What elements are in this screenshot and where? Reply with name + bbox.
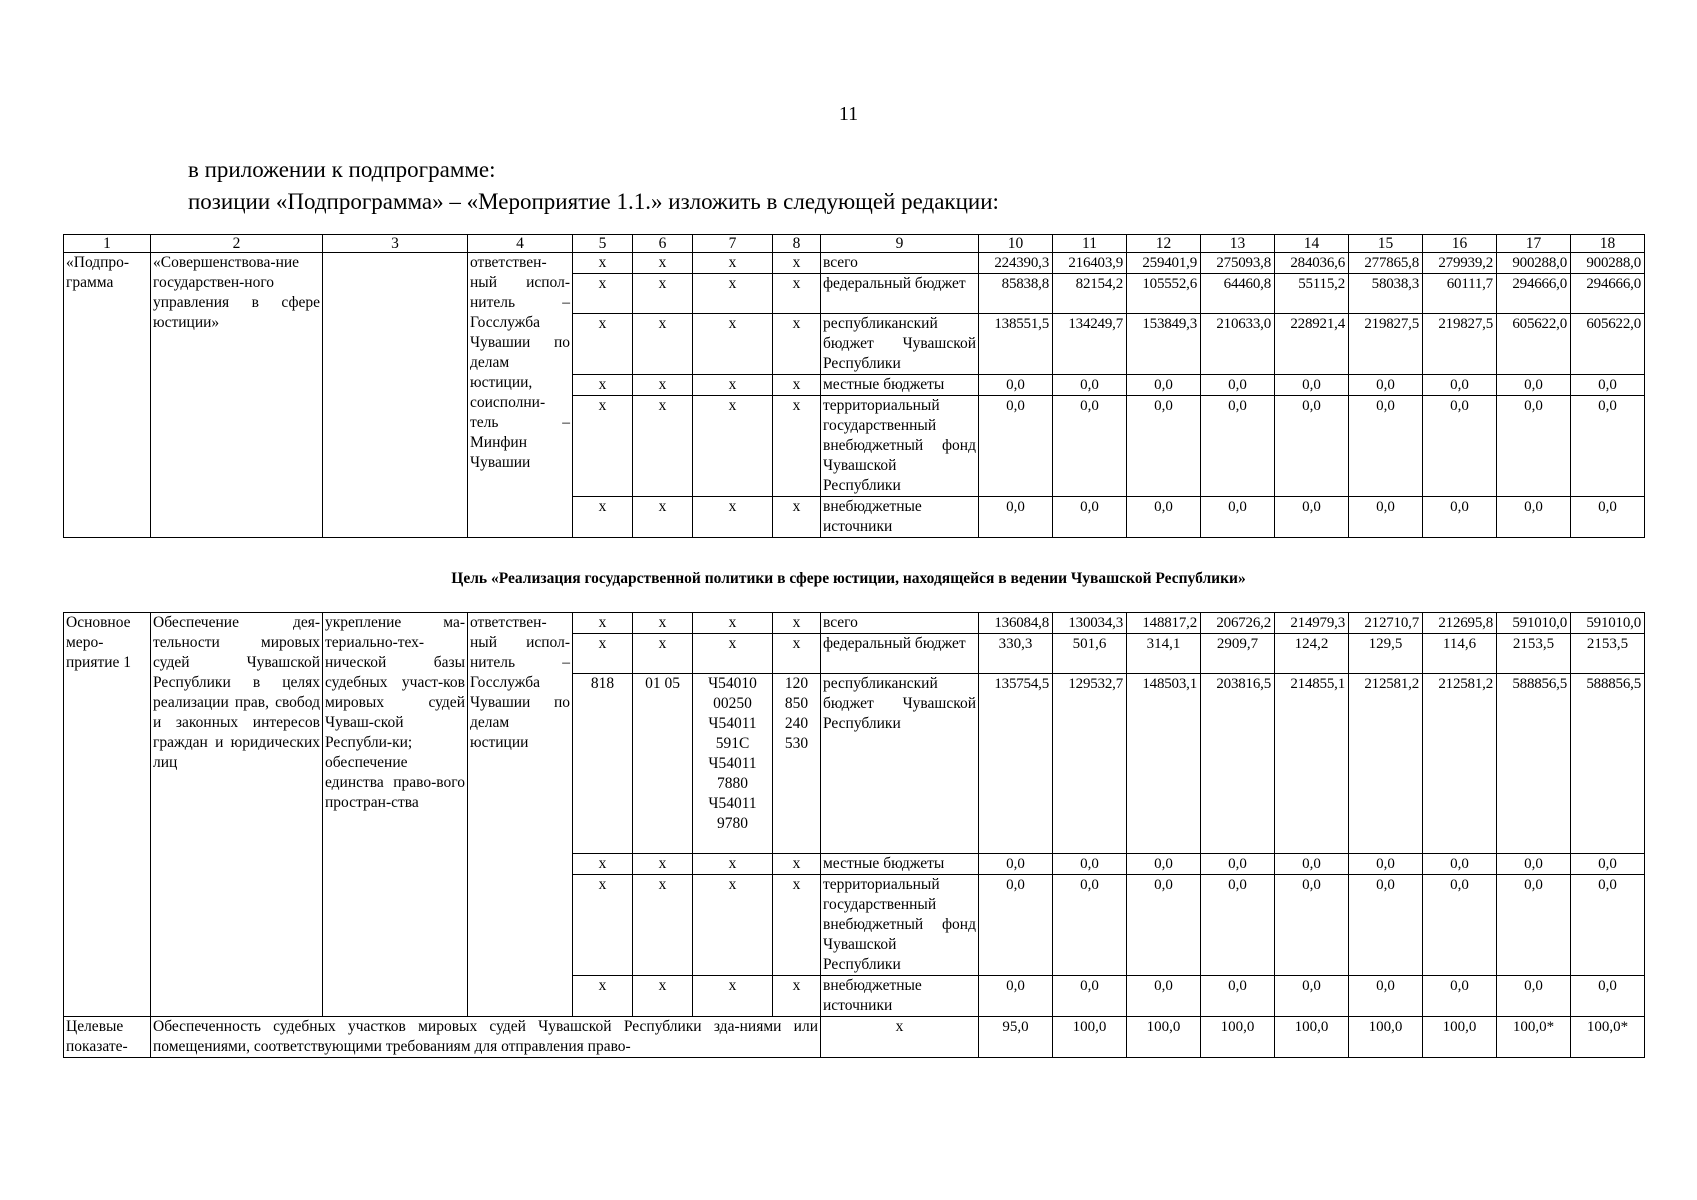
code-cell: х (773, 854, 821, 875)
code-cell: х (633, 613, 693, 634)
task-cell (323, 253, 468, 538)
source-cell: федеральный бюджет (821, 274, 979, 314)
value-cell: 0,0 (1423, 375, 1497, 396)
code-cell: х (573, 396, 633, 497)
code-cell: х (693, 854, 773, 875)
value-cell: 900288,0 (1571, 253, 1645, 274)
code-cell: Ч54010 00250 Ч54011 591С Ч54011 7880 Ч54011 9780 (693, 674, 773, 854)
value-cell: 0,0 (1127, 497, 1201, 538)
code-cell: 818 (573, 674, 633, 854)
code-cell: х (693, 396, 773, 497)
header-cell: 7 (693, 235, 773, 253)
code-cell: х (773, 375, 821, 396)
value-cell: 100,0 (1201, 1017, 1275, 1058)
value-cell: 100,0 (1127, 1017, 1201, 1058)
value-cell: 0,0 (1053, 497, 1127, 538)
data-row (64, 253, 1645, 274)
value-cell: 82154,2 (1053, 274, 1127, 314)
code-cell: х (633, 497, 693, 538)
value-cell: 0,0 (1571, 375, 1645, 396)
value-cell: 501,6 (1053, 634, 1127, 674)
executor-cell: ответствен-ный испол-нитель – Госслужба Чувашии по делам юстиции, соисполни-тель – Минфин Чувашии (468, 253, 573, 538)
value-cell: 100,0 (1349, 1017, 1423, 1058)
value-cell: 214979,3 (1275, 613, 1349, 634)
value-cell: 0,0 (1275, 375, 1349, 396)
source-cell: х (821, 1017, 979, 1058)
value-cell: 0,0 (1571, 497, 1645, 538)
main-activity-table (63, 612, 1645, 1058)
header-cell: 13 (1201, 235, 1275, 253)
intro-line-2: позиции «Подпрограмма» – «Мероприятие 1.1.» изложить в следующей редакции: (188, 189, 999, 214)
code-cell: х (693, 634, 773, 674)
value-cell: 314,1 (1127, 634, 1201, 674)
value-cell: 114,6 (1423, 634, 1497, 674)
value-cell: 0,0 (1571, 854, 1645, 875)
value-cell: 135754,5 (979, 674, 1053, 854)
value-cell: 0,0 (1349, 375, 1423, 396)
value-cell: 0,0 (1423, 875, 1497, 976)
header-cell: 9 (821, 235, 979, 253)
code-cell: х (693, 875, 773, 976)
value-cell: 214855,1 (1275, 674, 1349, 854)
value-cell: 100,0 (1053, 1017, 1127, 1058)
value-cell: 206726,2 (1201, 613, 1275, 634)
value-cell: 0,0 (1275, 396, 1349, 497)
header-row (64, 235, 1645, 253)
value-cell: 0,0 (1127, 396, 1201, 497)
name-cell: Обеспечение дея-тельности мировых судей Чувашской Республики в целях реализации прав, свобод и законных интересов граждан и юридических лиц (151, 613, 323, 1017)
header-cell: 8 (773, 235, 821, 253)
source-cell: территориальный государственный внебюджетный фонд Чувашской Республики (821, 875, 979, 976)
code-cell: 120 850 240 530 (773, 674, 821, 854)
value-cell: 212710,7 (1349, 613, 1423, 634)
code-cell: х (693, 253, 773, 274)
value-cell: 0,0 (1349, 497, 1423, 538)
value-cell: 134249,7 (1053, 314, 1127, 375)
code-cell: х (773, 314, 821, 375)
value-cell: 0,0 (1201, 396, 1275, 497)
value-cell: 58038,3 (1349, 274, 1423, 314)
value-cell: 130034,3 (1053, 613, 1127, 634)
value-cell: 0,0 (1053, 396, 1127, 497)
value-cell: 0,0 (1571, 396, 1645, 497)
value-cell: 0,0 (1497, 875, 1571, 976)
value-cell: 228921,4 (1275, 314, 1349, 375)
value-cell: 0,0 (1423, 976, 1497, 1017)
value-cell: 0,0 (1127, 875, 1201, 976)
value-cell: 212581,2 (1349, 674, 1423, 854)
code-cell: х (633, 253, 693, 274)
value-cell: 0,0 (979, 375, 1053, 396)
value-cell: 0,0 (979, 976, 1053, 1017)
code-cell: х (573, 274, 633, 314)
header-cell: 4 (468, 235, 573, 253)
value-cell: 0,0 (1201, 854, 1275, 875)
code-cell: х (773, 634, 821, 674)
value-cell: 259401,9 (1127, 253, 1201, 274)
header-cell: 14 (1275, 235, 1349, 253)
value-cell: 148817,2 (1127, 613, 1201, 634)
code-cell: х (693, 314, 773, 375)
code-cell: х (573, 854, 633, 875)
value-cell: 212581,2 (1423, 674, 1497, 854)
code-cell: х (773, 274, 821, 314)
value-cell: 275093,8 (1201, 253, 1275, 274)
code-cell: х (573, 253, 633, 274)
code-cell: х (573, 375, 633, 396)
value-cell: 55115,2 (1275, 274, 1349, 314)
value-cell: 277865,8 (1349, 253, 1423, 274)
value-cell: 0,0 (979, 396, 1053, 497)
name-cell: «Совершенствова-ние государствен-ного управления в сфере юстиции» (151, 253, 323, 538)
value-cell: 0,0 (979, 497, 1053, 538)
value-cell: 591010,0 (1571, 613, 1645, 634)
value-cell: 591010,0 (1497, 613, 1571, 634)
value-cell: 0,0 (1053, 976, 1127, 1017)
value-cell: 0,0 (1201, 375, 1275, 396)
value-cell: 2153,5 (1497, 634, 1571, 674)
code-cell: х (633, 854, 693, 875)
value-cell: 0,0 (1201, 976, 1275, 1017)
intro-line-1: в приложении к подпрограмме: (188, 157, 496, 182)
data-row (64, 613, 1645, 634)
value-cell: 219827,5 (1423, 314, 1497, 375)
header-cell: 1 (64, 235, 151, 253)
value-cell: 0,0 (1275, 854, 1349, 875)
value-cell: 210633,0 (1201, 314, 1275, 375)
code-cell: х (573, 314, 633, 375)
value-cell: 0,0 (1201, 875, 1275, 976)
value-cell: 216403,9 (1053, 253, 1127, 274)
value-cell: 100,0 (1423, 1017, 1497, 1058)
executor-cell: ответствен-ный испол-нитель – Госслужба Чувашии по делам юстиции (468, 613, 573, 1017)
value-cell: 0,0 (1571, 875, 1645, 976)
code-cell: х (773, 253, 821, 274)
value-cell: 129,5 (1349, 634, 1423, 674)
value-cell: 294666,0 (1497, 274, 1571, 314)
value-cell: 0,0 (1349, 976, 1423, 1017)
value-cell: 85838,8 (979, 274, 1053, 314)
code-cell: х (633, 396, 693, 497)
source-cell: республиканский бюджет Чувашской Республики (821, 314, 979, 375)
value-cell: 124,2 (1275, 634, 1349, 674)
code-cell: х (633, 875, 693, 976)
value-cell: 588856,5 (1497, 674, 1571, 854)
code-cell: х (693, 497, 773, 538)
header-cell: 16 (1423, 235, 1497, 253)
code-cell: х (633, 314, 693, 375)
value-cell: 100,0* (1571, 1017, 1645, 1058)
value-cell: 0,0 (1497, 497, 1571, 538)
code-cell: х (773, 976, 821, 1017)
source-cell: внебюджетные источники (821, 497, 979, 538)
code-cell: х (773, 875, 821, 976)
row-title-cell: Целевые показате- (64, 1017, 151, 1058)
value-cell: 60111,7 (1423, 274, 1497, 314)
value-cell: 2909,7 (1201, 634, 1275, 674)
source-cell: республиканский бюджет Чувашской Республики (821, 674, 979, 854)
target-text-cell: Обеспеченность судебных участков мировых судей Чувашской Республики зда-ниями или помещениями, соответствующими требованиям для отправления право- (151, 1017, 821, 1058)
page-number: 11 (838, 103, 859, 125)
value-cell: 129532,7 (1053, 674, 1127, 854)
value-cell: 0,0 (1127, 854, 1201, 875)
header-cell: 6 (633, 235, 693, 253)
value-cell: 95,0 (979, 1017, 1053, 1058)
source-cell: федеральный бюджет (821, 634, 979, 674)
value-cell: 100,0* (1497, 1017, 1571, 1058)
code-cell: х (693, 976, 773, 1017)
value-cell: 0,0 (1497, 976, 1571, 1017)
value-cell: 0,0 (1571, 976, 1645, 1017)
value-cell: 0,0 (1423, 854, 1497, 875)
value-cell: 0,0 (1275, 875, 1349, 976)
intro-text (188, 154, 999, 218)
value-cell: 588856,5 (1571, 674, 1645, 854)
code-cell: 01 05 (633, 674, 693, 854)
value-cell: 2153,5 (1571, 634, 1645, 674)
code-cell: х (633, 375, 693, 396)
value-cell: 203816,5 (1201, 674, 1275, 854)
code-cell: х (573, 634, 633, 674)
value-cell: 64460,8 (1201, 274, 1275, 314)
source-cell: внебюджетные источники (821, 976, 979, 1017)
value-cell: 279939,2 (1423, 253, 1497, 274)
header-cell: 11 (1053, 235, 1127, 253)
value-cell: 284036,6 (1275, 253, 1349, 274)
value-cell: 0,0 (1127, 976, 1201, 1017)
value-cell: 0,0 (1423, 396, 1497, 497)
value-cell: 294666,0 (1571, 274, 1645, 314)
header-cell: 17 (1497, 235, 1571, 253)
row-title-cell: Основное меро-приятие 1 (64, 613, 151, 1017)
value-cell: 224390,3 (979, 253, 1053, 274)
value-cell: 212695,8 (1423, 613, 1497, 634)
code-cell: х (693, 375, 773, 396)
value-cell: 0,0 (1201, 497, 1275, 538)
target-row (64, 1017, 1645, 1058)
code-cell: х (693, 274, 773, 314)
row-title-cell: «Подпро-грамма (64, 253, 151, 538)
value-cell: 105552,6 (1127, 274, 1201, 314)
task-cell: укрепление ма-териально-тех-нической базы судебных участ-ков мировых судей Чуваш-ской Республи-ки; обеспечение единства право-вого простран-ства (323, 613, 468, 1017)
value-cell: 0,0 (1053, 875, 1127, 976)
code-cell: х (773, 396, 821, 497)
header-cell: 2 (151, 235, 323, 253)
value-cell: 0,0 (1497, 375, 1571, 396)
value-cell: 0,0 (1423, 497, 1497, 538)
code-cell: х (573, 613, 633, 634)
value-cell: 330,3 (979, 634, 1053, 674)
header-cell: 5 (573, 235, 633, 253)
code-cell: х (573, 875, 633, 976)
header-cell: 18 (1571, 235, 1645, 253)
source-cell: местные бюджеты (821, 854, 979, 875)
code-cell: х (633, 976, 693, 1017)
value-cell: 900288,0 (1497, 253, 1571, 274)
code-cell: х (573, 976, 633, 1017)
goal-heading: Цель «Реализация государственной политики в сфере юстиции, находящейся в ведении Чувашской Республики» (451, 570, 1246, 587)
value-cell: 0,0 (1497, 854, 1571, 875)
value-cell: 136084,8 (979, 613, 1053, 634)
code-cell: х (693, 613, 773, 634)
value-cell: 605622,0 (1497, 314, 1571, 375)
value-cell: 0,0 (979, 875, 1053, 976)
value-cell: 0,0 (1497, 396, 1571, 497)
value-cell: 138551,5 (979, 314, 1053, 375)
value-cell: 0,0 (1053, 375, 1127, 396)
value-cell: 219827,5 (1349, 314, 1423, 375)
source-cell: местные бюджеты (821, 375, 979, 396)
value-cell: 0,0 (1127, 375, 1201, 396)
subprogram-table (63, 234, 1645, 538)
value-cell: 605622,0 (1571, 314, 1645, 375)
code-cell: х (573, 497, 633, 538)
header-cell: 15 (1349, 235, 1423, 253)
code-cell: х (773, 497, 821, 538)
code-cell: х (633, 634, 693, 674)
value-cell: 100,0 (1275, 1017, 1349, 1058)
source-cell: всего (821, 253, 979, 274)
code-cell: х (773, 613, 821, 634)
value-cell: 0,0 (1349, 396, 1423, 497)
header-cell: 12 (1127, 235, 1201, 253)
value-cell: 0,0 (1275, 497, 1349, 538)
value-cell: 148503,1 (1127, 674, 1201, 854)
source-cell: всего (821, 613, 979, 634)
value-cell: 0,0 (1349, 854, 1423, 875)
value-cell: 0,0 (1275, 976, 1349, 1017)
header-cell: 10 (979, 235, 1053, 253)
header-cell: 3 (323, 235, 468, 253)
value-cell: 0,0 (1349, 875, 1423, 976)
source-cell: территориальный государственный внебюджетный фонд Чувашской Республики (821, 396, 979, 497)
value-cell: 0,0 (979, 854, 1053, 875)
code-cell: х (633, 274, 693, 314)
value-cell: 0,0 (1053, 854, 1127, 875)
value-cell: 153849,3 (1127, 314, 1201, 375)
